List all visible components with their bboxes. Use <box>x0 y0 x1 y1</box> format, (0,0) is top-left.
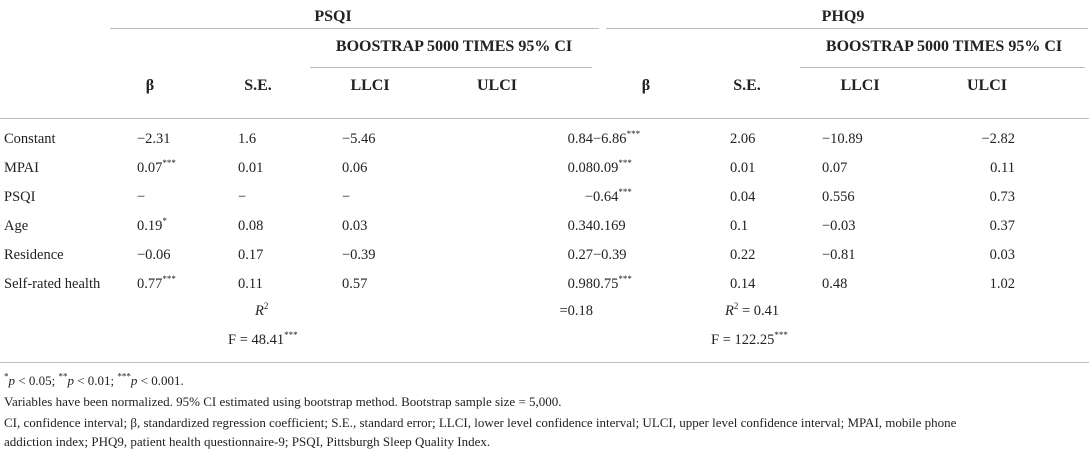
table-cell: −0.39 <box>593 247 627 263</box>
rule-phq9-group <box>606 28 1088 29</box>
footnote-abbreviations-2: addiction index; PHQ9, patient health questionnaire-9; PSQI, Pittsburgh Sleep Quality Index. <box>4 434 491 449</box>
table-cell: 0.73 <box>989 189 1015 205</box>
table-cell: 0.64*** <box>593 187 632 205</box>
table-cell: 0.27 <box>567 247 593 263</box>
table-cell: 0.04 <box>730 189 756 205</box>
table-cell: −5.46 <box>342 131 376 147</box>
col-header-llci-psqi: LLCI <box>350 77 390 94</box>
col-header-llci-phq9: LLCI <box>840 77 880 94</box>
table-cell: − <box>137 189 146 205</box>
rule-bootstrap-psqi <box>310 67 592 68</box>
row-label: Constant <box>4 131 56 147</box>
table-cell: 0.08 <box>238 218 264 234</box>
table-cell: 0.01 <box>238 160 264 176</box>
table-cell: 0.48 <box>822 276 848 292</box>
table-cell: − <box>238 189 247 205</box>
col-header-ulci-phq9: ULCI <box>966 77 1008 94</box>
table-cell: −10.89 <box>822 131 863 147</box>
table-cell: 0.34 <box>567 218 593 234</box>
table-cell: 0.11 <box>990 160 1015 176</box>
table-cell: 0.07 <box>822 160 848 176</box>
rule-psqi-group <box>110 28 599 29</box>
r2-psqi-value: =0.18 <box>559 303 593 319</box>
row-label: Age <box>4 218 29 234</box>
row-label: PSQI <box>4 189 36 205</box>
table-cell: − <box>342 189 351 205</box>
table-cell: −2.82 <box>981 131 1015 147</box>
table-cell: − <box>584 189 593 205</box>
table-cell: 0.77*** <box>137 274 176 292</box>
table-cell: 0.84 <box>567 131 593 147</box>
table-cell: 0.556 <box>822 189 855 205</box>
table-cell: 0.03 <box>989 247 1015 263</box>
table-cell: 0.09*** <box>593 158 632 176</box>
table-cell: 0.07*** <box>137 158 176 176</box>
row-label: Self-rated health <box>4 276 101 292</box>
f-phq9: F = 122.25*** <box>711 330 788 348</box>
rule-header-bottom <box>0 118 1089 119</box>
table-cell: 0.01 <box>730 160 756 176</box>
table-cell: 0.19* <box>137 216 167 234</box>
table-cell: 0.75*** <box>593 274 632 292</box>
col-header-beta-phq9: β <box>641 77 651 94</box>
col-header-ulci-psqi: ULCI <box>476 77 518 94</box>
footnote-significance: *p < 0.05; **p < 0.01; ***p < 0.001. <box>4 371 184 388</box>
table-cell: 0.08 <box>567 160 593 176</box>
footnote-normalized: Variables have been normalized. 95% CI estimated using bootstrap method. Bootstrap sample size = 5,000. <box>4 394 562 409</box>
table-cell: 0.1 <box>730 218 749 234</box>
f-psqi: F = 48.41*** <box>228 330 298 348</box>
table-cell: 0.03 <box>342 218 368 234</box>
table-cell: −2.31 <box>137 131 171 147</box>
table-cell: −6.86*** <box>593 129 641 147</box>
r2-psqi: $R^2$ <box>255 301 269 319</box>
footnote-abbreviations-1: CI, confidence interval; β, standardized regression coefficient; S.E., standard error; LLCI, lower level confidence interval; ULCI, upper level confidence interval; MPAI, mobile phone <box>4 415 957 430</box>
r2-phq9: $R^2 = 0.41$ <box>725 301 780 319</box>
col-header-se-phq9: S.E. <box>733 77 761 94</box>
table-cell: 1.6 <box>238 131 257 147</box>
table-cell: 0.17 <box>238 247 264 263</box>
col-header-beta-psqi: β <box>145 77 155 94</box>
table-cell: 0.169 <box>593 218 626 234</box>
bootstrap-header-phq9: BOOSTRAP 5000 TIMES 95% CI <box>825 38 1063 55</box>
table-cell: 1.02 <box>989 276 1015 292</box>
table-cell: −0.39 <box>342 247 376 263</box>
table-cell: −0.81 <box>822 247 856 263</box>
bootstrap-header-psqi: BOOSTRAP 5000 TIMES 95% CI <box>335 38 573 55</box>
table-cell: 0.14 <box>730 276 756 292</box>
rule-table-bottom <box>0 362 1089 363</box>
table-cell: 0.57 <box>342 276 368 292</box>
group-header-psqi: PSQI <box>314 8 352 25</box>
table-cell: 0.98 <box>567 276 593 292</box>
col-header-se-psqi: S.E. <box>244 77 272 94</box>
group-header-phq9: PHQ9 <box>821 8 865 25</box>
table-cell: 2.06 <box>730 131 756 147</box>
row-label: Residence <box>4 247 64 263</box>
table-cell: −0.06 <box>137 247 171 263</box>
table-cell: 0.11 <box>238 276 263 292</box>
table-cell: 0.22 <box>730 247 756 263</box>
table-cell: −0.03 <box>822 218 856 234</box>
row-label: MPAI <box>4 160 39 176</box>
table-cell: 0.37 <box>989 218 1015 234</box>
table-cell: 0.06 <box>342 160 368 176</box>
rule-bootstrap-phq9 <box>800 67 1085 68</box>
